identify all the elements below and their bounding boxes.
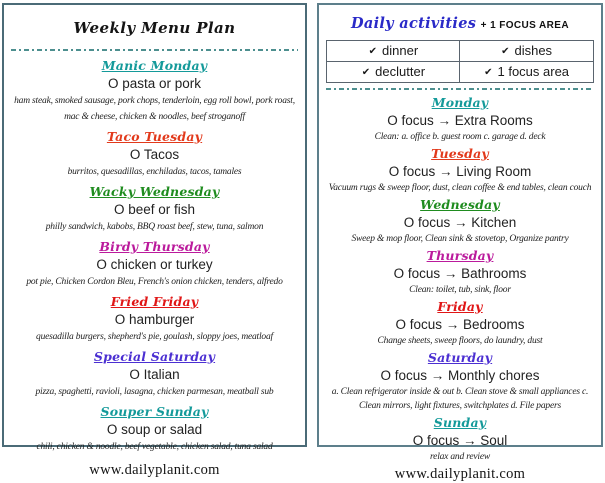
activity-label: declutter — [375, 64, 426, 79]
focus-line: O focus → Living Room — [388, 164, 532, 179]
activity-cell-dinner — [327, 41, 460, 62]
checkmark-icon: ✔ — [484, 67, 493, 78]
focus-line: O focus → Bedrooms — [395, 317, 525, 332]
activity-cell-declutter — [327, 62, 460, 83]
checkmark-icon: ✔ — [361, 67, 371, 78]
focus-day-thursday — [325, 247, 595, 297]
focus-tasks: Sweep & mop floor, Clean sink & stovetop, Organize pantry — [351, 234, 569, 244]
focus-day-wednesday — [325, 196, 595, 246]
day-heading: Friday — [437, 299, 483, 314]
focus-tasks: Clean: toilet, tub, sink, floor — [409, 285, 511, 295]
daily-activities-card — [317, 3, 603, 482]
website-url: www.dailyplanit.com — [394, 466, 526, 482]
dashed-divider — [326, 88, 594, 90]
day-heading: Birdy Thursday — [99, 239, 210, 254]
activities-title-row — [325, 15, 595, 35]
meal-option: O chicken or turkey — [96, 257, 213, 272]
checkmark-icon: ✔ — [368, 46, 378, 57]
focus-day-friday — [325, 298, 595, 348]
activity-label: 1 focus area — [497, 64, 570, 79]
meal-option: O pasta or pork — [107, 76, 202, 91]
day-heading: Wednesday — [420, 197, 500, 212]
meal-option: O hamburger — [114, 312, 195, 327]
table-row — [327, 62, 593, 83]
day-heading: Manic Monday — [101, 58, 208, 73]
day-heading: Taco Tuesday — [106, 129, 203, 144]
day-heading: Wacky Wednesday — [89, 184, 220, 199]
focus-line: O focus → Bathrooms — [393, 266, 527, 281]
focus-line: O focus → Soul — [412, 433, 508, 448]
menu-day-saturday — [10, 348, 299, 400]
focus-tasks: Clean: a. office b. guest room c. garage d. deck — [374, 132, 546, 142]
dashed-divider — [11, 49, 298, 51]
focus-day-saturday — [325, 349, 595, 413]
focus-day-tuesday — [325, 145, 595, 195]
meal-ideas: philly sandwich, kabobs, BBQ roast beef, stew, tuna, salmon — [45, 222, 264, 232]
menu-day-thursday — [10, 238, 299, 290]
day-heading: Souper Sunday — [100, 404, 209, 419]
day-heading: Saturday — [427, 350, 493, 365]
meal-option: O soup or salad — [106, 422, 203, 437]
meal-option: O Italian — [129, 367, 180, 382]
focus-tasks: Vacuum rugs & sweep floor, dust, clean coffee & end tables, clean couch — [328, 183, 592, 193]
day-heading: Monday — [431, 95, 489, 110]
menu-day-friday — [10, 293, 299, 345]
day-heading: Tuesday — [431, 146, 489, 161]
activities-title: Daily activities — [351, 15, 477, 32]
focus-tasks: relax and review — [430, 452, 490, 462]
weekly-menu-plan-card — [2, 3, 307, 478]
focus-day-monday — [325, 94, 595, 144]
focus-day-sunday — [325, 414, 595, 464]
meal-ideas: quesadilla burgers, shepherd's pie, goulash, sloppy joes, meatloaf — [36, 332, 273, 342]
focus-line: O focus → Monthly chores — [380, 368, 540, 383]
meal-ideas: chili, chicken & noodle, beef vegetable, chicken salad, tuna salad — [36, 442, 273, 452]
focus-area-suffix: + 1 FOCUS AREA — [480, 20, 569, 31]
day-heading: Sunday — [433, 415, 487, 430]
focus-line: O focus → Extra Rooms — [387, 113, 533, 128]
activity-label: dinner — [382, 43, 419, 58]
focus-tasks: Change sheets, sweep floors, do laundry, dust — [377, 336, 543, 346]
meal-ideas: pizza, spaghetti, ravioli, lasagna, chicken parmesan, meatball sub — [35, 387, 274, 397]
meal-option: O Tacos — [129, 147, 180, 162]
day-heading: Fried Friday — [110, 294, 199, 309]
menu-day-sunday — [10, 403, 299, 455]
day-heading: Special Saturday — [93, 349, 216, 364]
checkmark-icon: ✔ — [501, 46, 510, 57]
meal-ideas: burritos, quesadillas, enchiladas, tacos, tamales — [67, 167, 242, 177]
activity-label: dishes — [514, 43, 553, 58]
meal-ideas: ham steak, smoked sausage, pork chops, tenderloin, egg roll bowl, pork roast, mac & cheese, chicken & noodles, beef stroganoff — [14, 96, 295, 122]
activity-cell-dishes — [460, 41, 593, 62]
meal-option: O beef or fish — [113, 202, 196, 217]
website-url: www.dailyplanit.com — [89, 462, 220, 478]
day-heading: Thursday — [426, 248, 494, 263]
menu-day-tuesday — [10, 128, 299, 180]
menu-day-wednesday — [10, 183, 299, 235]
menu-plan-title: Weekly Menu Plan — [73, 19, 236, 37]
table-row — [327, 41, 593, 62]
activity-cell-focus-area — [460, 62, 593, 83]
meal-ideas: pot pie, Chicken Cordon Bleu, French's onion chicken, tenders, alfredo — [26, 277, 283, 287]
menu-day-monday — [10, 57, 299, 125]
focus-tasks: a. Clean refrigerator inside & out b. Clean stove & small appliances c. Clean mirrors, light fixtures, switchplates d. File papers — [331, 387, 589, 411]
daily-activities-table — [326, 40, 593, 83]
focus-line: O focus → Kitchen — [403, 215, 517, 230]
